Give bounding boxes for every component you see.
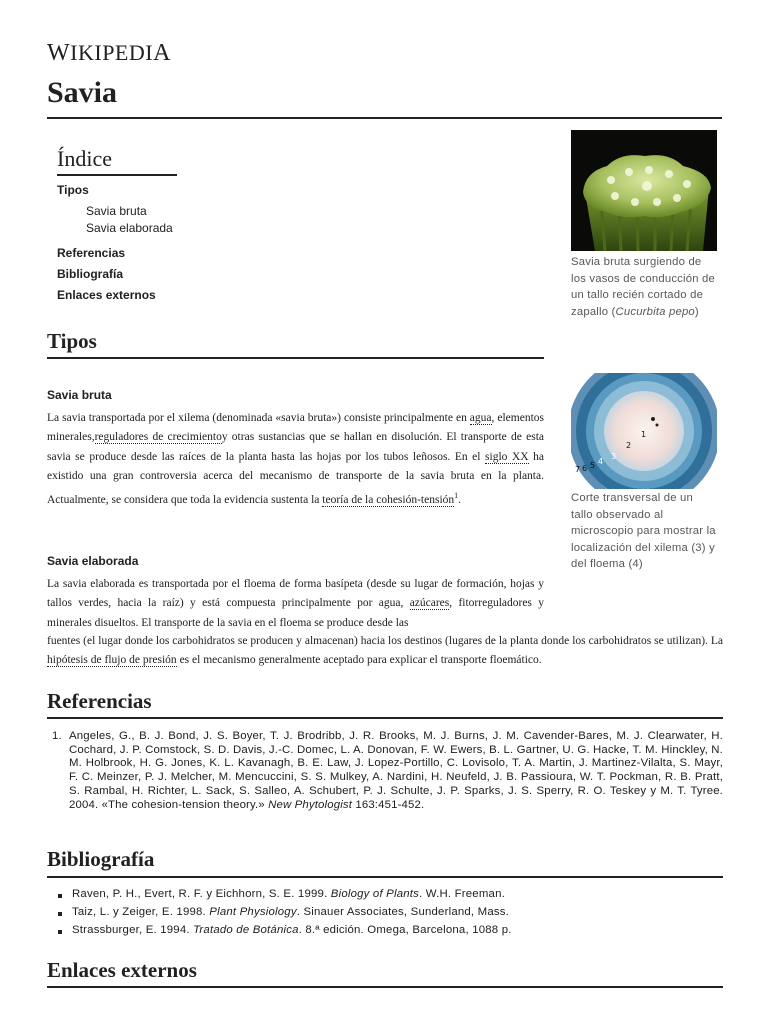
- figure-stem-cross-section: [571, 373, 717, 573]
- label-6: 6: [582, 464, 588, 473]
- reference-text: Angeles, G., B. J. Bond, J. S. Boyer, T. J. Brodribb, J. R. Brooks, M. J. Burns, J. M. Cavender-Bares, M. J. Clearwater, H. Cochard, J. P. Comstock, S. D. Davis, J.-C. Domec, L. A. Donovan, F. W. Ewers, B. L. Gartner, U. G. Hacke, T. M. Hinckley, N. M. Holbrook, H. G. Jones, K. L. Kavanagh, B. E. Law, J. Lopez-Portillo, C. Lovisolo, T. A. Martin, J. Martinez-Vilalta, S. Mayr, F. C. Meinzer, P. J. Melcher, M. Mencuccini, S. S. Mulkey, A. Nardini, H. Neufeld, J. B. Passioura, W. T. Pockman, R. B. Pratt, S. Rambal, H. Richter, L. Sack, S. Salleo, A. Schubert, P. J. Schulte, J. P. Sparks, J. S. Sperry, R. O. Teskey y M. T. Tyree. 2004. «The cohesion-tension theory.»: [69, 730, 723, 811]
- link-cohesion-tension[interactable]: teoría de la cohesión-tensión: [322, 494, 455, 507]
- bibliography-list: [57, 886, 717, 939]
- link-azucares[interactable]: azúcares: [409, 597, 450, 610]
- toc-item-savia-bruta[interactable]: Savia bruta: [86, 204, 147, 218]
- toc-item-savia-elaborada[interactable]: Savia elaborada: [86, 221, 173, 235]
- text: y otras sustancias que se hallan en disolución. El transporte de esta savia se produce desde las raíces de la planta hasta las hojas por los tubos leñosos. En el: [47, 431, 544, 463]
- figure-caption-2: Corte transversal de un tallo observado al microscopio para mostrar la localización del xilema (3) y del floema (4): [571, 492, 716, 571]
- text: La savia transportada por el xilema (denominada «savia bruta») consiste principalmente en: [47, 412, 470, 424]
- bibliografia-divider: [47, 876, 723, 878]
- label-3: 3: [611, 452, 617, 461]
- reference-marker[interactable]: 1: [454, 491, 459, 501]
- toc-item-bibliografia[interactable]: Bibliografía: [57, 267, 124, 281]
- heading-referencias: Referencias: [47, 689, 152, 713]
- text: La savia elaborada es transportada por el floema de forma basípeta (desde su lugar de formación, hojas y tallos verdes, hacia la raíz) y está compuesta principalmente por agua,: [47, 578, 544, 610]
- caption-1-italic: Cucurbita pepo: [615, 305, 695, 318]
- table-of-contents: [57, 146, 297, 308]
- link-reguladores[interactable]: reguladores de crecimiento: [94, 431, 222, 444]
- reference-item: [52, 730, 723, 812]
- label-1: 1: [641, 430, 647, 439]
- text: Taiz, L. y Zeiger, E. 1998.: [72, 905, 210, 918]
- caption-1-close: ): [694, 305, 699, 318]
- link-flujo-presion[interactable]: hipótesis de flujo de presión: [47, 654, 177, 667]
- text: . 8.ª edición. Omega, Barcelona, 1088 p.: [298, 923, 512, 936]
- text: .: [458, 494, 462, 507]
- toc-item-tipos[interactable]: Tipos: [57, 183, 89, 197]
- toc-title: Índice: [57, 146, 177, 176]
- toc-item-enlaces-externos[interactable]: Enlaces externos: [57, 288, 156, 302]
- text: es el mecanismo generalmente aceptado para explicar el transporte floemático.: [176, 654, 542, 667]
- text: , elementos minerales,: [47, 412, 544, 444]
- bibliography-item: [57, 904, 717, 922]
- logo-middle: IKIPEDI: [70, 40, 154, 65]
- heading-enlaces-externos: Enlaces externos: [47, 958, 197, 982]
- label-2: 2: [626, 441, 632, 450]
- reference-number: 1.: [52, 730, 62, 742]
- toc-list: [57, 182, 297, 304]
- figure-caption-1: [571, 254, 717, 320]
- logo-last-letter: A: [153, 40, 171, 66]
- page-title: Savia: [47, 76, 118, 109]
- cut-stem-image[interactable]: [571, 130, 717, 251]
- logo-first-letter: W: [47, 40, 71, 66]
- bibliography-item: [57, 922, 717, 940]
- toc-item-referencias[interactable]: Referencias: [57, 246, 126, 260]
- link-agua[interactable]: agua: [469, 412, 492, 424]
- book-title: Plant Physiology: [209, 905, 297, 918]
- text: Raven, P. H., Evert, R. F. y Eichhorn, S. E. 1999.: [72, 888, 331, 900]
- bibliography-item: [57, 886, 717, 904]
- enlaces-divider: [47, 986, 723, 988]
- cross-section-image[interactable]: [571, 373, 717, 489]
- caption-1-text: Savia bruta surgiendo de los vasos de conducción de un tallo recién cortado de zapallo (: [571, 256, 715, 318]
- text: . W.H. Freeman.: [419, 888, 505, 900]
- text: , fitorreguladores y minerales disueltos. El transporte de la savia en el floema se produce desde las: [47, 597, 544, 629]
- text: fuentes (el lugar donde los carbohidratos se producen y almacenan) hacia los destinos (lugares de la planta donde los carbohidratos se utilizan). La: [47, 635, 723, 647]
- text: ha existido una gran controversia acerca del mecanismo de transporte de la savia bruta en la planta. Actualmente, se considera que toda la evidencia sustenta la: [47, 450, 544, 507]
- tipos-divider: [47, 357, 544, 359]
- heading-tipos: Tipos: [47, 329, 97, 353]
- book-title: Tratado de Botánica: [193, 923, 299, 936]
- referencias-divider: [47, 717, 723, 719]
- heading-bibliografia: Bibliografía: [47, 847, 155, 871]
- label-5: 5: [590, 461, 596, 470]
- heading-savia-bruta: Savia bruta: [47, 388, 112, 402]
- reference-journal: New Phytologist: [268, 798, 353, 811]
- paragraph-savia-elaborada-2: [47, 632, 723, 671]
- figure-cut-stem: [571, 130, 717, 320]
- paragraph-savia-bruta: [47, 409, 544, 510]
- paragraph-savia-elaborada-1: [47, 575, 544, 633]
- reference-tail: 163:451-452.: [352, 798, 425, 811]
- wikipedia-logo[interactable]: [47, 40, 171, 67]
- title-divider: [47, 117, 722, 119]
- text: . Sinauer Associates, Sunderland, Mass.: [296, 905, 510, 918]
- heading-savia-elaborada: Savia elaborada: [47, 554, 139, 568]
- label-7: 7: [575, 465, 581, 474]
- label-4: 4: [598, 457, 604, 466]
- text: Strassburger, E. 1994.: [72, 923, 194, 936]
- link-siglo-xx[interactable]: siglo XX: [485, 450, 529, 463]
- book-title: Biology of Plants: [330, 888, 420, 900]
